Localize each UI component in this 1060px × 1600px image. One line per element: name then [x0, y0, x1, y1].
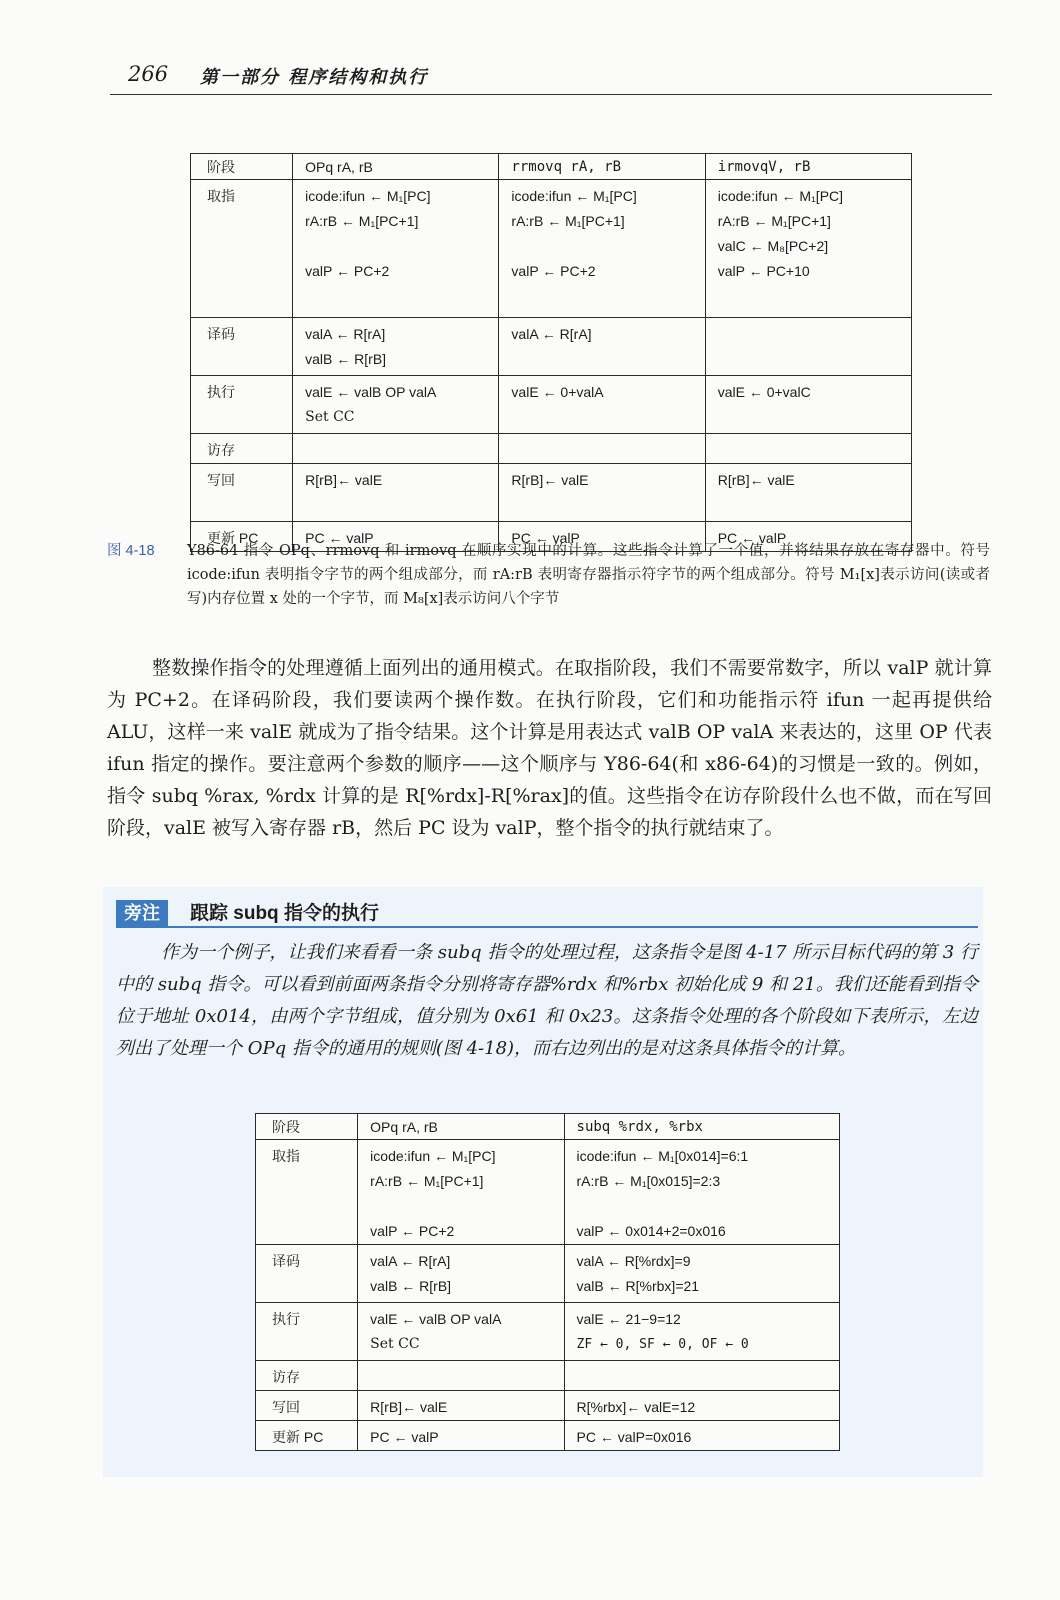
page-header	[110, 60, 992, 95]
page-number: 266	[128, 62, 169, 86]
cell-line: rA:rB ← M₁[PC+1]	[370, 1173, 484, 1189]
cell-line: rA:rB ← M₁[0x015]=2:3	[576, 1173, 721, 1189]
cell-line: icode:ifun ← M₁[PC]	[511, 188, 637, 204]
cell-line: valP ← 0x014+2=0x016	[576, 1223, 726, 1239]
table-cell	[358, 1421, 564, 1451]
cell-line: valA ← R[rA]	[370, 1253, 451, 1269]
stage-cell: 更新 PC	[191, 522, 293, 552]
table-cell	[293, 180, 499, 318]
aside-paragraph: 作为一个例子，让我们来看看一条 subq 指令的处理过程，这条指令是图 4-17 所示目标代码的第 3 行中的 subq 指令。可以看到前面两条指令分别将寄存器%rdx 和%rbx 初始化成 9 和 21。我们还能看到指令位于地址 0x014，由两个字节组成，值分别为 0x61 和 0x23。这条指令处理的各个阶段如下表所示，左边列出了处理一个 OPq 指令的通用的规则(图 4-18)，而右边列出的是对这条具体指令的计算。	[116, 942, 978, 1059]
table-cell	[499, 376, 705, 434]
caption-text: Y86-64 指令 OPq、rrmovq 和 irmovq 在顺序实现中的计算。这些指令计算了一个值，并将结果存放在寄存器中。符号 icode:ifun 表明指令字节的两个组成部分，而 rA:rB 表明寄存器指示符字节的两个组成部分。符号 M₁[x]表示访问(读或者写)内存位置 x 处的一个字节，而 M₈[x]表示访问八个字节	[187, 543, 990, 607]
cell-line: valA ← R[%rdx]=9	[576, 1253, 691, 1269]
cell-line: valA ← R[rA]	[305, 326, 386, 342]
stage-cell: 写回	[191, 464, 293, 522]
cell-line: valB ← R[%rbx]=21	[576, 1278, 700, 1294]
table-header-row	[191, 154, 912, 180]
stage-cell: 更新 PC	[256, 1421, 358, 1451]
column-header: subq %rdx, %rbx	[564, 1114, 839, 1140]
cell-line: icode:ifun ← M₁[PC]	[305, 188, 431, 204]
table-cell	[564, 1303, 839, 1361]
column-header: OPq rA, rB	[293, 154, 499, 180]
column-header: irmovqV, rB	[705, 154, 911, 180]
column-header: rrmovq rA, rB	[499, 154, 705, 180]
table-header-row	[256, 1114, 840, 1140]
figure-label: 图 4-18	[107, 543, 155, 559]
cell-line: valE ← valB OP valA	[370, 1311, 502, 1327]
cell-line: valP ← PC+2	[370, 1223, 455, 1239]
cell-line: valE ← 0+valA	[511, 384, 604, 400]
cell-line: R[%rbx]← valE=12	[576, 1399, 696, 1415]
table-row	[256, 1245, 840, 1303]
stage-cell: 译码	[191, 318, 293, 376]
column-header: OPq rA, rB	[358, 1114, 564, 1140]
column-header: 阶段	[191, 154, 293, 180]
cell-line: rA:rB ← M₁[PC+1]	[717, 213, 831, 229]
table-cell	[499, 434, 705, 464]
table-cell	[293, 464, 499, 522]
stage-cell: 执行	[191, 376, 293, 434]
cell-line: icode:ifun ← M₁[PC]	[717, 188, 844, 204]
cell-line: valP ← PC+2	[305, 263, 390, 279]
table-row	[256, 1421, 840, 1451]
stage-computation-table	[190, 153, 912, 552]
table-cell	[705, 376, 911, 434]
table-cell	[705, 464, 911, 522]
stage-cell: 取指	[256, 1140, 358, 1245]
cell-line: valE ← 0+valC	[717, 384, 811, 400]
table-cell	[499, 180, 705, 318]
cell-line: valP ← PC+2	[511, 263, 596, 279]
table-row	[191, 434, 912, 464]
stage-cell: 访存	[191, 434, 293, 464]
cell-line: R[rB]← valE	[305, 472, 383, 488]
chapter-title: 第一部分 程序结构和执行	[200, 67, 429, 88]
table-cell	[564, 1245, 839, 1303]
table-cell	[499, 318, 705, 376]
column-header: 阶段	[256, 1114, 358, 1140]
aside-title: 跟踪 subq 指令的执行	[190, 903, 379, 924]
table-cell	[499, 464, 705, 522]
subq-trace-table	[255, 1113, 840, 1451]
cell-line: valE ← 21−9=12	[576, 1311, 681, 1327]
cell-line: valA ← R[rA]	[511, 326, 592, 342]
table-cell	[358, 1303, 564, 1361]
table-row	[256, 1361, 840, 1391]
table-cell	[564, 1421, 839, 1451]
cell-line: PC ← valP	[305, 530, 374, 546]
cell-line: R[rB]← valE	[511, 472, 589, 488]
table-row	[191, 318, 912, 376]
cell-line: valE ← valB OP valA	[305, 384, 437, 400]
cell-line: PC ← valP=0x016	[576, 1429, 692, 1445]
cell-line: PC ← valP	[370, 1429, 439, 1445]
aside-tag: 旁注	[116, 900, 168, 926]
table-cell	[358, 1140, 564, 1245]
cell-line: Set CC	[305, 409, 355, 425]
stage-cell: 取指	[191, 180, 293, 318]
table-row	[256, 1391, 840, 1421]
cell-line: icode:ifun ← M₁[0x014]=6:1	[576, 1148, 749, 1164]
aside-divider	[116, 926, 978, 928]
cell-line: valC ← M₈[PC+2]	[717, 238, 829, 254]
table-cell	[564, 1140, 839, 1245]
cell-line: icode:ifun ← M₁[PC]	[370, 1148, 496, 1164]
stage-cell: 译码	[256, 1245, 358, 1303]
cell-line: valB ← R[rB]	[370, 1278, 452, 1294]
cell-line: PC ← valP	[511, 530, 580, 546]
table-cell	[293, 318, 499, 376]
table-cell	[293, 434, 499, 464]
table-cell	[705, 434, 911, 464]
table-cell	[705, 180, 911, 318]
table-row	[256, 1140, 840, 1245]
table-cell	[705, 318, 911, 376]
table-cell	[293, 376, 499, 434]
table-row	[191, 376, 912, 434]
table-cell	[564, 1391, 839, 1421]
cell-line: Set CC	[370, 1336, 420, 1352]
stage-cell: 执行	[256, 1303, 358, 1361]
cell-line: ZF ← 0, SF ← 0, OF ← 0	[576, 1337, 749, 1352]
aside-text	[116, 937, 978, 1065]
cell-line: rA:rB ← M₁[PC+1]	[305, 213, 419, 229]
table-row	[256, 1303, 840, 1361]
cell-line: PC ← valP	[717, 530, 787, 546]
cell-line: rA:rB ← M₁[PC+1]	[511, 213, 625, 229]
table-cell	[564, 1361, 839, 1391]
table-cell	[358, 1245, 564, 1303]
table-cell	[358, 1391, 564, 1421]
table-row	[191, 464, 912, 522]
cell-line: R[rB]← valE	[370, 1399, 448, 1415]
stage-cell: 访存	[256, 1361, 358, 1391]
cell-line: R[rB]← valE	[717, 472, 795, 488]
table-row	[191, 180, 912, 318]
body-text	[107, 652, 992, 844]
paragraph: 整数操作指令的处理遵循上面列出的通用模式。在取指阶段，我们不需要常数字，所以 valP 就计算为 PC+2。在译码阶段，我们要读两个操作数。在执行阶段，它们和功能指示符 ifun 一起再提供给 ALU，这样一来 valE 就成为了指令结果。这个计算是用表达式 valB OP valA 来表达的，这里 OP 代表 ifun 指定的操作。要注意两个参数的顺序——这个顺序与 Y86-64(和 x86-64)的习惯是一致的。例如，指令 subq %rax, %rdx 计算的是 R[%rdx]-R[%rax]的值。这些指令在访存阶段什么也不做，而在写回阶段，valE 被写入寄存器 rB，然后 PC 设为 valP，整个指令的执行就结束了。	[107, 657, 992, 839]
stage-cell: 写回	[256, 1391, 358, 1421]
cell-line: valB ← R[rB]	[305, 351, 387, 367]
table-cell	[358, 1361, 564, 1391]
cell-line: valP ← PC+10	[717, 263, 810, 279]
